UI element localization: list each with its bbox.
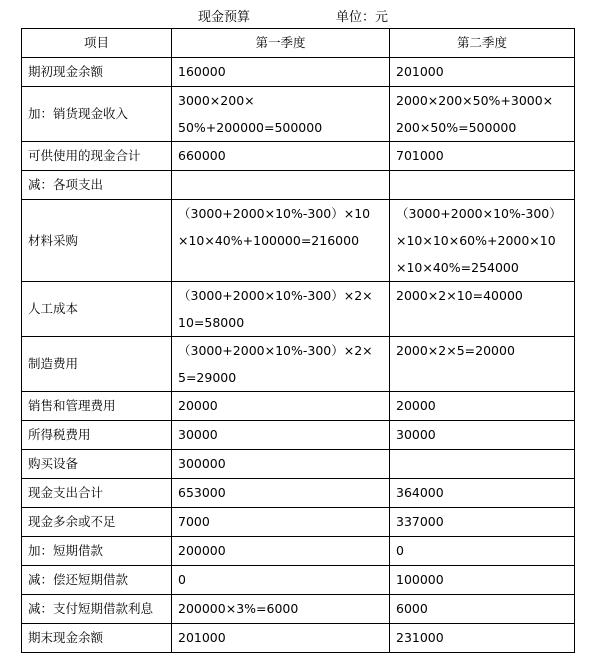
row-label: 人工成本 — [22, 282, 172, 337]
table-row — [22, 595, 575, 624]
q1-value: 201000 — [172, 624, 390, 653]
q1-value: 30000 — [172, 421, 390, 450]
row-label: 期初现金余额 — [22, 58, 172, 87]
table-row — [22, 392, 575, 421]
q1-line: （3000+2000×10%-300）×2× — [178, 288, 373, 303]
header-item: 项目 — [22, 29, 172, 58]
q2-value: 20000 — [390, 392, 575, 421]
q1-value: 200000 — [172, 537, 390, 566]
q2-value: 364000 — [390, 479, 575, 508]
q1-value: 200000×3%=6000 — [172, 595, 390, 624]
q1-line: 5=29000 — [178, 370, 237, 385]
row-label: 可供使用的现金合计 — [22, 142, 172, 171]
q1-line: （3000+2000×10%-300）×2× — [178, 343, 373, 358]
table-body — [22, 58, 575, 653]
q2-value: 30000 — [390, 421, 575, 450]
q2-value — [390, 450, 575, 479]
q1-value: 0 — [172, 566, 390, 595]
q1-line: 3000×200× — [178, 93, 255, 108]
q1-line: ×10×40%+100000=216000 — [178, 233, 360, 248]
q2-value: 6000 — [390, 595, 575, 624]
row-label: 现金支出合计 — [22, 479, 172, 508]
q1-value: 660000 — [172, 142, 390, 171]
table-row — [22, 479, 575, 508]
row-label: 现金多余或不足 — [22, 508, 172, 537]
q1-value: 653000 — [172, 479, 390, 508]
table-caption — [0, 6, 596, 24]
table-row — [22, 337, 575, 392]
table-row — [22, 450, 575, 479]
row-label: 购买设备 — [22, 450, 172, 479]
q2-line: 200×50%=500000 — [396, 120, 517, 135]
q2-value: 100000 — [390, 566, 575, 595]
row-label: 加：销货现金收入 — [22, 87, 172, 142]
header-q1: 第一季度 — [172, 29, 390, 58]
q1-line: 10=58000 — [178, 315, 245, 330]
q2-line: 2000×2×5=20000 — [396, 343, 515, 358]
q1-value — [172, 337, 390, 392]
table-row — [22, 566, 575, 595]
q2-value — [390, 87, 575, 142]
q1-value — [172, 200, 390, 282]
table-row — [22, 58, 575, 87]
q2-value: 201000 — [390, 58, 575, 87]
row-label: 期末现金余额 — [22, 624, 172, 653]
row-label: 材料采购 — [22, 200, 172, 282]
row-label: 加：短期借款 — [22, 537, 172, 566]
q1-value: 160000 — [172, 58, 390, 87]
q1-value: 20000 — [172, 392, 390, 421]
table-row — [22, 508, 575, 537]
q2-line: 2000×2×10=40000 — [396, 288, 523, 303]
table-row — [22, 200, 575, 282]
table-row — [22, 624, 575, 653]
q2-line: 2000×200×50%+3000× — [396, 93, 554, 108]
q2-line: （3000+2000×10%-300） — [396, 206, 562, 221]
q2-value: 701000 — [390, 142, 575, 171]
q1-value — [172, 171, 390, 200]
q2-value: 0 — [390, 537, 575, 566]
table-row — [22, 282, 575, 337]
cash-budget-table — [21, 28, 575, 653]
row-label: 减：偿还短期借款 — [22, 566, 172, 595]
q1-line: （3000+2000×10%-300）×10 — [178, 206, 371, 221]
q1-value: 7000 — [172, 508, 390, 537]
table-title: 现金预算 — [198, 10, 251, 25]
unit-label: 单位：元 — [336, 10, 389, 25]
row-label: 减：支付短期借款利息 — [22, 595, 172, 624]
header-row — [22, 29, 575, 58]
q2-value — [390, 171, 575, 200]
q1-value — [172, 282, 390, 337]
q2-value — [390, 200, 575, 282]
row-label: 制造费用 — [22, 337, 172, 392]
row-label: 销售和管理费用 — [22, 392, 172, 421]
table-row — [22, 537, 575, 566]
q1-line: 50%+200000=500000 — [178, 120, 323, 135]
table-row — [22, 421, 575, 450]
q2-value: 231000 — [390, 624, 575, 653]
header-q2: 第二季度 — [390, 29, 575, 58]
q1-value: 300000 — [172, 450, 390, 479]
q2-line: ×10×40%=254000 — [396, 260, 519, 275]
table-row — [22, 171, 575, 200]
table-row — [22, 142, 575, 171]
table-row — [22, 87, 575, 142]
q2-value — [390, 282, 575, 337]
q2-value: 337000 — [390, 508, 575, 537]
q2-line: ×10×10×60%+2000×10 — [396, 233, 556, 248]
q1-value — [172, 87, 390, 142]
row-label: 所得税费用 — [22, 421, 172, 450]
q2-value — [390, 337, 575, 392]
row-label: 减：各项支出 — [22, 171, 172, 200]
